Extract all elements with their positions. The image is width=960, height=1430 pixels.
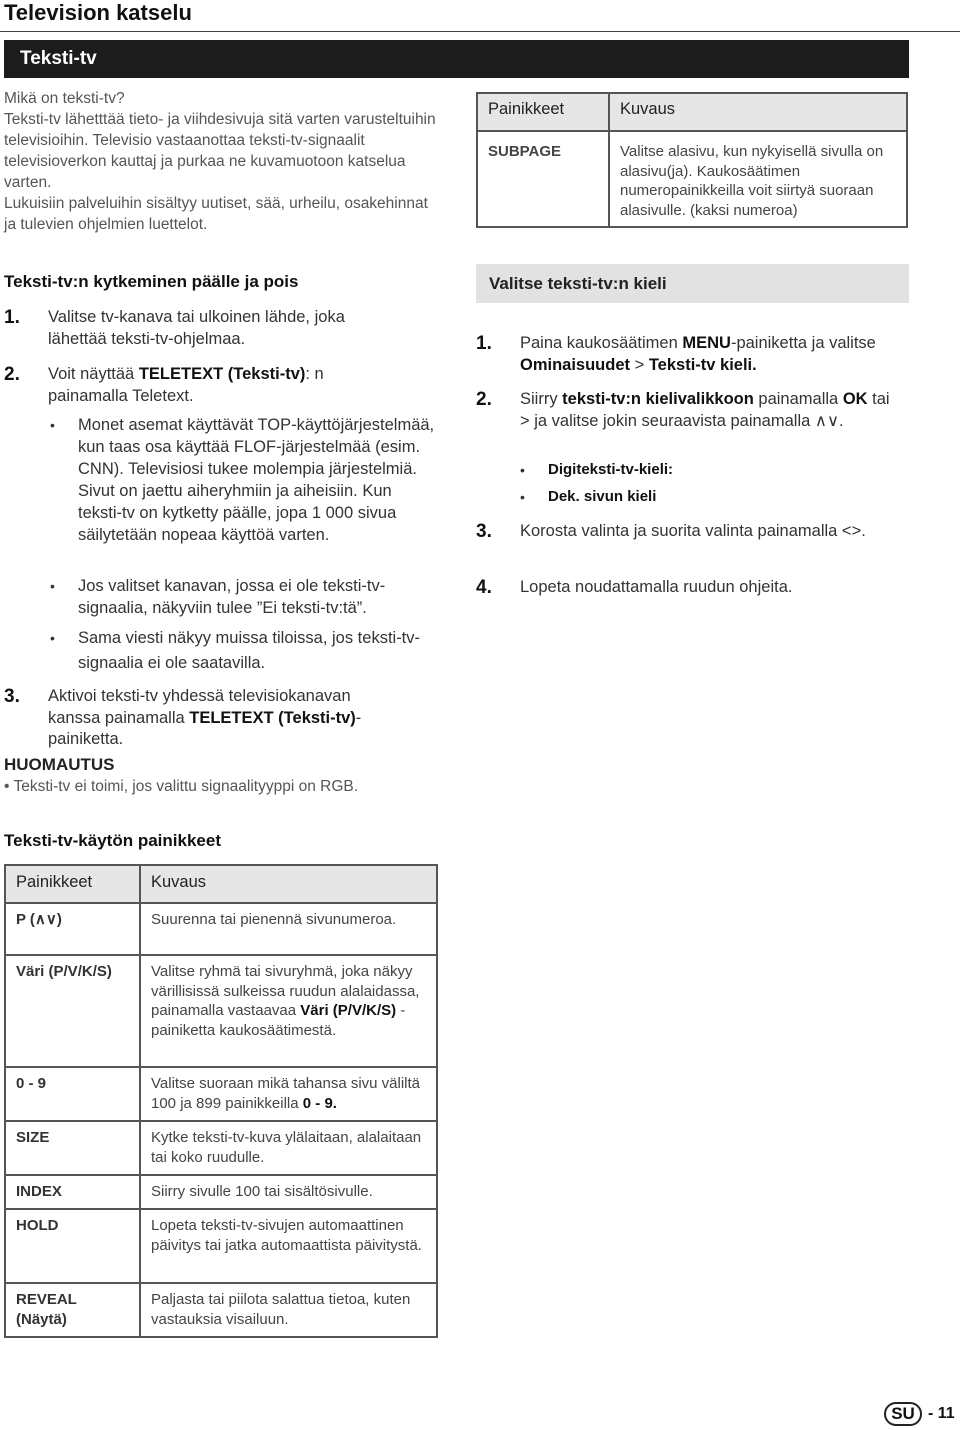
intro-question: Mikä on teksti-tv? [4, 90, 125, 107]
step-number: 4. [476, 577, 492, 598]
section-title: Teksti-tv [20, 48, 97, 69]
note-item: • Teksti-tv ei toimi, jos valittu signaalityyppi on RGB. [4, 778, 359, 795]
bullet-text: Sama viesti näkyy muissa tiloissa, jos teksti-tv-signaalia ei ole saatavilla. [78, 629, 421, 672]
on-off-step-2 [4, 364, 404, 407]
step-text: Paina kaukosäätimen MENU-painiketta ja valitse Ominaisuudet > Teksti-tv kieli. [520, 334, 876, 374]
table-header-description: Kuvaus [609, 93, 907, 131]
table-row [5, 1283, 437, 1337]
table-cell-key: SUBPAGE [477, 131, 609, 227]
language-step-3 [476, 521, 896, 543]
bullet-icon: • [520, 462, 525, 478]
table-cell-desc: Lopeta teksti-tv-sivujen automaattinen päivitys tai jatka automaattista päivitystä. [140, 1209, 437, 1283]
bullet-icon: • [50, 630, 55, 646]
table-header-buttons: Painikkeet [5, 865, 140, 903]
page-number-text: - 11 [928, 1405, 955, 1422]
table-header-description: Kuvaus [140, 865, 437, 903]
intro-text [4, 88, 444, 235]
subpage-table [476, 92, 908, 228]
table-cell-key: INDEX [5, 1175, 140, 1209]
step-number: 1. [4, 307, 20, 328]
step-text: Siirry teksti-tv:n kielivalikkoon painamalla OK tai > ja valitse jokin seuraavista painamalla ∧∨. [520, 390, 890, 430]
on-off-bullet-3 [50, 626, 440, 676]
buttons-heading: Teksti-tv-käytön painikkeet [4, 831, 221, 850]
table-cell-desc: Valitse suoraan mikä tahansa sivu väliltä 100 ja 899 painikkeilla 0 - 9. [140, 1067, 437, 1121]
on-off-step-1 [4, 307, 404, 350]
table-row [5, 903, 437, 955]
table-row [5, 1209, 437, 1283]
language-step-1 [476, 333, 896, 376]
table-row [5, 1121, 437, 1175]
step-number: 2. [4, 364, 20, 385]
step-number: 2. [476, 389, 492, 410]
option-label: Digiteksti-tv-kieli: [548, 461, 674, 478]
language-option-1 [520, 459, 900, 481]
page-number [884, 1402, 955, 1426]
language-badge: SU [884, 1402, 922, 1426]
table-cell-key: 0 - 9 [5, 1067, 140, 1121]
step-text: Korosta valinta ja suorita valinta painamalla <>. [520, 522, 866, 540]
table-cell-key: HOLD [5, 1209, 140, 1283]
option-label: Dek. sivun kieli [548, 488, 657, 505]
table-cell-desc: Kytke teksti-tv-kuva ylälaitaan, alalaitaan tai koko ruudulle. [140, 1121, 437, 1175]
table-cell-desc: Siirry sivulle 100 tai sisältösivulle. [140, 1175, 437, 1209]
bullet-icon: • [520, 489, 525, 505]
bullet-text: Jos valitset kanavan, jossa ei ole teksti-tv-signaalia, näkyviin tulee ”Ei teksti-tv:tä”. [78, 577, 386, 617]
table-cell-desc: Paljasta tai piilota salattua tietoa, kuten vastauksia visailuun. [140, 1283, 437, 1337]
table-cell-desc: Valitse ryhmä tai sivuryhmä, joka näkyy värillisissä sulkeissa ruudun alalaidassa, painamalla vastaavaa Väri (P/V/K/S) -painiketta kaukosäätimestä. [140, 955, 437, 1067]
intro-services: Lukuisiin palveluihin sisältyy uutiset, sää, urheilu, osakehinnat ja tulevien ohjelmien luettelot. [4, 195, 428, 233]
step-text: Voit näyttää TELETEXT (Teksti-tv): n painamalla Teletext. [48, 365, 324, 405]
intro-paragraph: Teksti-tv lähetttää tieto- ja viihdesivuja sitä varten varusteltuihin televisioihin. Televisio vastaanottaa teksti-tv-signaalit televisioverkon kauttaj ja purkaa ne kuvamuotoon katselua varten. [4, 111, 436, 191]
table-cell-desc: Suurenna tai pienennä sivunumeroa. [140, 903, 437, 955]
bullet-icon: • [4, 778, 14, 795]
section-header [4, 40, 909, 78]
on-off-heading: Teksti-tv:n kytkeminen päälle ja pois [4, 272, 299, 291]
table-row [5, 955, 437, 1067]
language-option-2 [520, 486, 900, 508]
on-off-bullet-2 [50, 575, 440, 619]
bullet-text: Monet asemat käyttävät TOP-käyttöjärjestelmää, kun taas osa käyttää FLOF-järjestelmää (esim. CNN). Televisiosi tukee molempia järjestelmiä. Sivut on jaettu aiheryhmiin ja aiheisiin. Kun teksti-tv on kytketty päälle, jopa 1 000 sivua säilytetään nopeaa käyttöä varten. [78, 416, 435, 544]
step-number: 3. [476, 521, 492, 542]
on-off-step-3 [4, 686, 404, 751]
table-row [5, 1067, 437, 1121]
language-header [476, 264, 909, 303]
language-heading: Valitse teksti-tv:n kieli [489, 274, 667, 293]
table-cell-key: Väri (P/V/K/S) [5, 955, 140, 1067]
step-text: Lopeta noudattamalla ruudun ohjeita. [520, 578, 793, 596]
table-row [477, 131, 907, 227]
step-number: 1. [476, 333, 492, 354]
teletext-buttons-table [4, 864, 438, 1338]
bullet-icon: • [50, 417, 55, 433]
table-cell-desc: Valitse alasivu, kun nykyisellä sivulla on alasivu(ja). Kaukosäätimen numeropainikkeilla voit siirtyä suoraan alasivulle. (kaksi numeroa) [609, 131, 907, 227]
table-cell-key: P (∧∨) [5, 903, 140, 955]
step-text: Aktivoi teksti-tv yhdessä televisiokanavan kanssa painamalla TELETEXT (Teksti-tv)-painiketta. [48, 687, 362, 748]
table-header-buttons: Painikkeet [477, 93, 609, 131]
step-text: Valitse tv-kanava tai ulkoinen lähde, joka lähettää teksti-tv-ohjelmaa. [48, 308, 345, 348]
step-number: 3. [4, 686, 20, 707]
page-title: Television katselu [4, 0, 192, 25]
on-off-bullet-1 [50, 414, 440, 546]
title-divider [0, 31, 960, 32]
language-step-4 [476, 577, 896, 599]
table-cell-key: REVEAL (Näytä) [5, 1283, 140, 1337]
bullet-icon: • [50, 578, 55, 594]
language-step-2 [476, 389, 896, 432]
note-heading: HUOMAUTUS [4, 755, 115, 774]
table-row [5, 1175, 437, 1209]
table-cell-key: SIZE [5, 1121, 140, 1175]
